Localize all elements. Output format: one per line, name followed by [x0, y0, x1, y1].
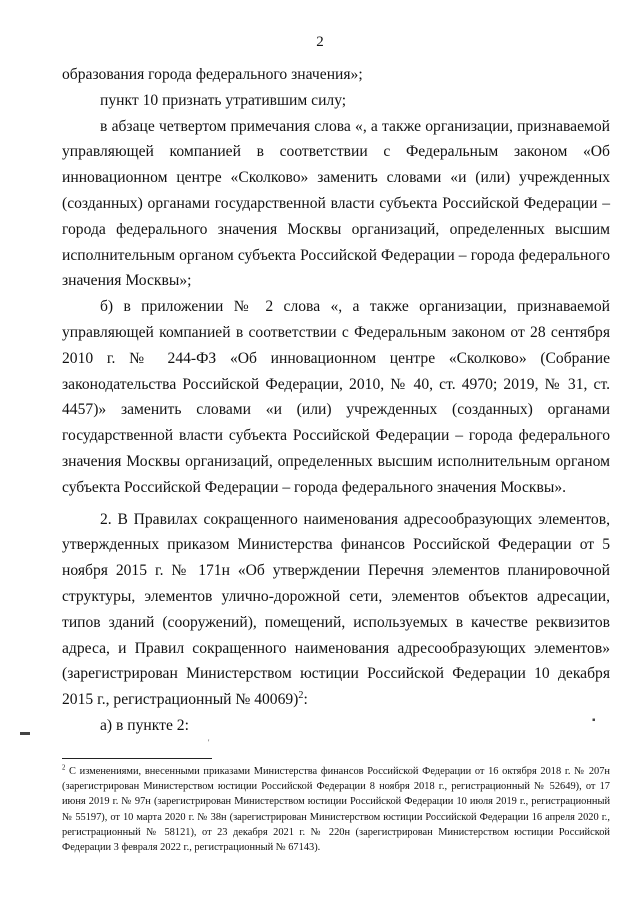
- scan-mark: ▪: [592, 715, 596, 726]
- paragraph-2: пункт 10 признать утратившим силу;: [100, 91, 347, 109]
- footnote-separator: [62, 758, 212, 759]
- footnote-text: С изменениями, внесенными приказами Министерства финансов Российской Федерации от 16 октября 2018 г. № 207н (зарегистрирован Министерством юстиции Российской Федерации 8 ноября 2018 г., регистрационный № 52649), от 17 июня 2019 г. № 97н (зарегистрирован Министерством юстиции Российской Федерации 10 июля 2019 г., регистрационный № 55197), от 10 марта 2020 г. № 38н (зарегистрирован Министерством юстиции Российской Федерации 16 апреля 2020 г., регистрационный № 58121), от 23 декабря 2021 г. № 220н (зарегистрирован Министерством юстиции Российской Федерации 3 февраля 2022 г., регистрационный № 67143).: [62, 766, 610, 854]
- paragraph-5-text: 2. В Правилах сокращенного наименования адресообразующих элементов, утвержденных приказом Министерства финансов Российской Федерации от 5 ноября 2015 г. № 171н «Об утверждении Перечня элементов планировочной структуры, элементов улично-дорожной сети, элементов объектов адресации, типов зданий (сооружений), помещений, используемых в качестве реквизитов адреса, и Правил сокращенного наименования адресообразующих элементов» (зарегистрирован Министерством юстиции Российской Федерации 10 декабря 2015 г., регистрационный № 40069): [62, 510, 610, 709]
- paragraph-5: [62, 507, 610, 713]
- document-body: [62, 62, 610, 739]
- paragraph-4: б) в приложении № 2 слова «, а также организации, признаваемой управляющей компанией в соответствии с Федеральным законом от 28 сентября 2010 г. № 244-ФЗ «Об инновационном центре «Сколково» (Собрание законодательства Российской Федерации, 2010, № 40, ст. 4970; 2019, № 31, ст. 4457)» заменить словами «и (или) учрежденных (созданных) органами государственной власти субъекта Российской Федерации – города федерального значения Москвы организаций, определенных высшим исполнительным органом субъекта Российской Федерации – города федерального значения Москвы».: [62, 298, 610, 496]
- footnote-marker: 2: [62, 764, 66, 772]
- footnote: [62, 764, 610, 855]
- footnote-reference: 2: [298, 689, 304, 701]
- paragraph-3: в абзаце четвертом примечания слова «, а также организации, признаваемой управляющей компанией в соответствии с Федеральным законом «Об инновационном центре «Сколково» заменить словами «и (или) учрежденных (созданных) органами государственной власти субъекта Российской Федерации – города федерального значения Москвы организаций, определенных высшим исполнительным органом субъекта Российской Федерации – города федерального значения Москвы»;: [62, 117, 610, 290]
- scan-mark: ': [208, 738, 210, 747]
- paragraph-1: образования города федерального значения»;: [62, 66, 363, 83]
- scan-mark: ▬: [20, 727, 30, 738]
- paragraph-6: а) в пункте 2:: [100, 716, 189, 734]
- paragraph-5-tail: :: [303, 691, 308, 709]
- page-number: 2: [316, 34, 324, 50]
